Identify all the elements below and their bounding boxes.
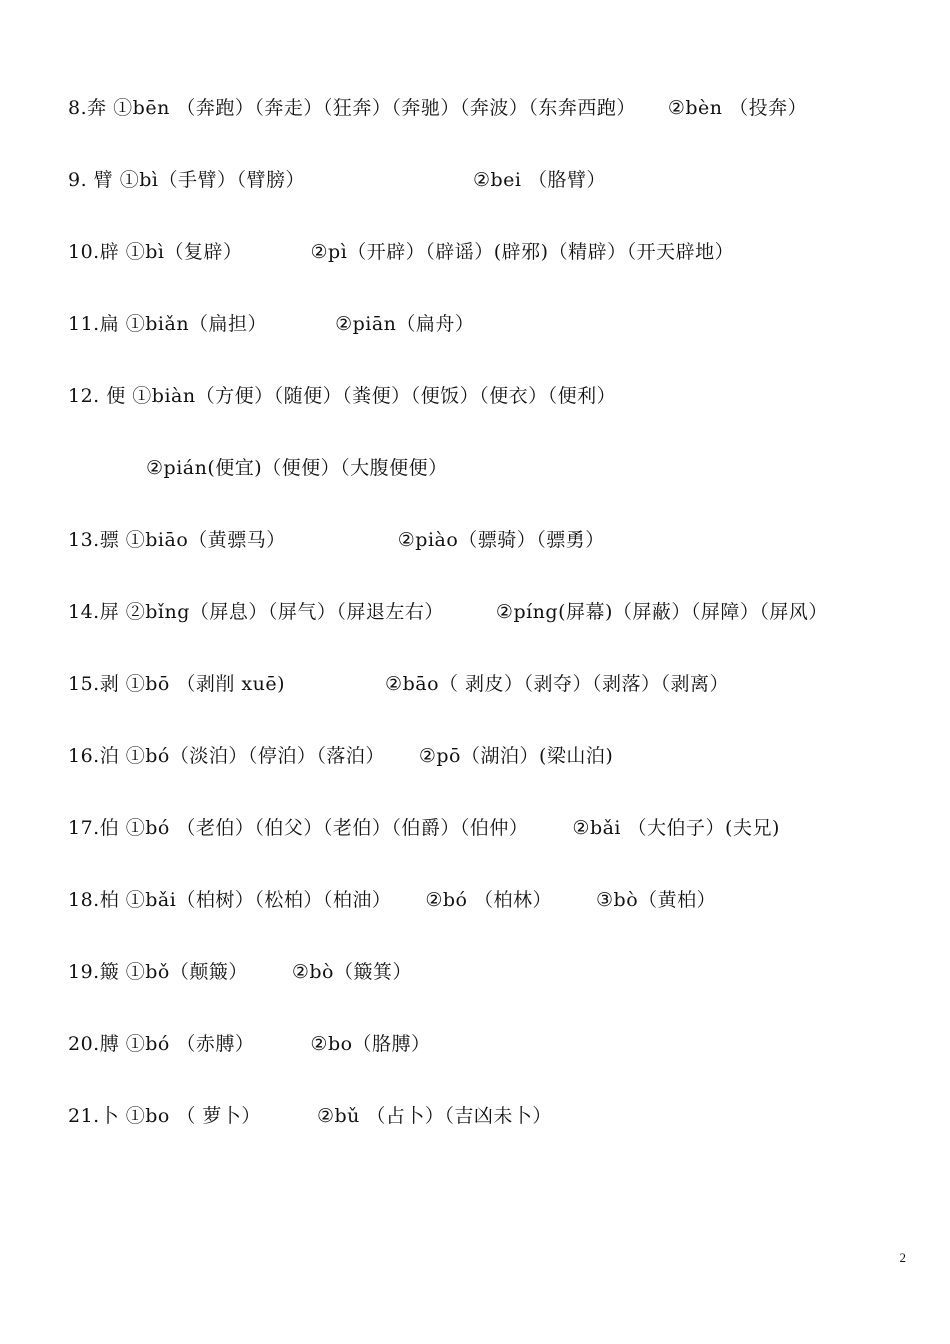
reading-secondary: ②bǔ （占卜）（吉凶未卜） bbox=[316, 1105, 552, 1127]
list-item bbox=[68, 740, 928, 812]
list-item bbox=[68, 524, 928, 596]
list-item bbox=[68, 452, 928, 524]
reading-primary: 19.簸 ①bǒ（颠簸） bbox=[68, 961, 248, 983]
reading-secondary: ②bó （柏林） bbox=[425, 889, 553, 911]
reading-secondary: ②bǎi （大伯子）(夫兄) bbox=[572, 817, 780, 839]
polyphone-list bbox=[68, 92, 928, 1172]
reading-primary: 12. 便 ①biàn（方便）（随便）（粪便）（便饭）（便衣）（便利） bbox=[68, 385, 617, 407]
reading-primary: 16.泊 ①bó（淡泊）（停泊）（落泊） bbox=[68, 745, 385, 767]
reading-secondary: ②bèn （投奔） bbox=[667, 97, 808, 119]
reading-secondary: ②bāo（ 剥皮）（剥夺）（剥落）（剥离） bbox=[385, 673, 730, 695]
reading-secondary: ②piào（骠骑）（骠勇） bbox=[397, 529, 605, 551]
list-item bbox=[68, 164, 928, 236]
reading-primary: 14.屏 ②bǐng（屏息）（屏气）（屏退左右） bbox=[68, 601, 444, 623]
reading-secondary: ②bei （胳臂） bbox=[472, 169, 607, 191]
reading-primary: 18.柏 ①bǎi（柏树）（松柏）（柏油） bbox=[68, 889, 392, 911]
list-item bbox=[68, 308, 928, 380]
reading-primary: 20.膊 ①bó （赤膊） bbox=[68, 1033, 255, 1055]
page-number: 2 bbox=[899, 1250, 906, 1265]
list-item bbox=[68, 812, 928, 884]
reading-primary: 17.伯 ①bó （老伯）（伯父）（老伯）（伯爵）（伯仲） bbox=[68, 817, 529, 839]
reading-secondary: ②bò（簸箕） bbox=[291, 961, 412, 983]
reading-continuation: ②pián(便宜)（便便）（大腹便便） bbox=[146, 457, 448, 479]
list-item bbox=[68, 668, 928, 740]
list-item bbox=[68, 380, 928, 452]
reading-primary: 11.扁 ①biǎn（扁担） bbox=[68, 313, 268, 335]
reading-tertiary: ③bò（黄柏） bbox=[596, 889, 717, 911]
reading-primary: 13.骠 ①biāo（黄骠马） bbox=[68, 529, 286, 551]
reading-primary: 8.奔 ①bēn （奔跑）（奔走）（狂奔）（奔驰）（奔波）（东奔西跑） bbox=[68, 97, 636, 119]
reading-primary: 15.剥 ①bō （剥削 xuē) bbox=[68, 673, 286, 695]
list-item bbox=[68, 884, 928, 956]
reading-secondary: ②bo（胳膊） bbox=[310, 1033, 431, 1055]
list-item bbox=[68, 1028, 928, 1100]
reading-secondary: ②piān（扁舟） bbox=[335, 313, 475, 335]
list-item bbox=[68, 92, 928, 164]
reading-secondary: ②pō（湖泊）(梁山泊) bbox=[418, 745, 614, 767]
reading-primary: 9. 臂 ①bì（手臂）（臂膀） bbox=[68, 169, 305, 191]
reading-primary: 10.辟 ①bì（复辟） bbox=[68, 241, 243, 263]
reading-secondary: ②pì（开辟）（辟谣）(辟邪)（精辟）（开天辟地） bbox=[310, 241, 735, 263]
list-item bbox=[68, 236, 928, 308]
list-item bbox=[68, 956, 928, 1028]
list-item bbox=[68, 1100, 928, 1172]
list-item bbox=[68, 596, 928, 668]
reading-secondary: ②píng(屏幕)（屏蔽）（屏障）（屏风） bbox=[495, 601, 828, 623]
reading-primary: 21.卜 ①bo （ 萝卜） bbox=[68, 1105, 261, 1127]
